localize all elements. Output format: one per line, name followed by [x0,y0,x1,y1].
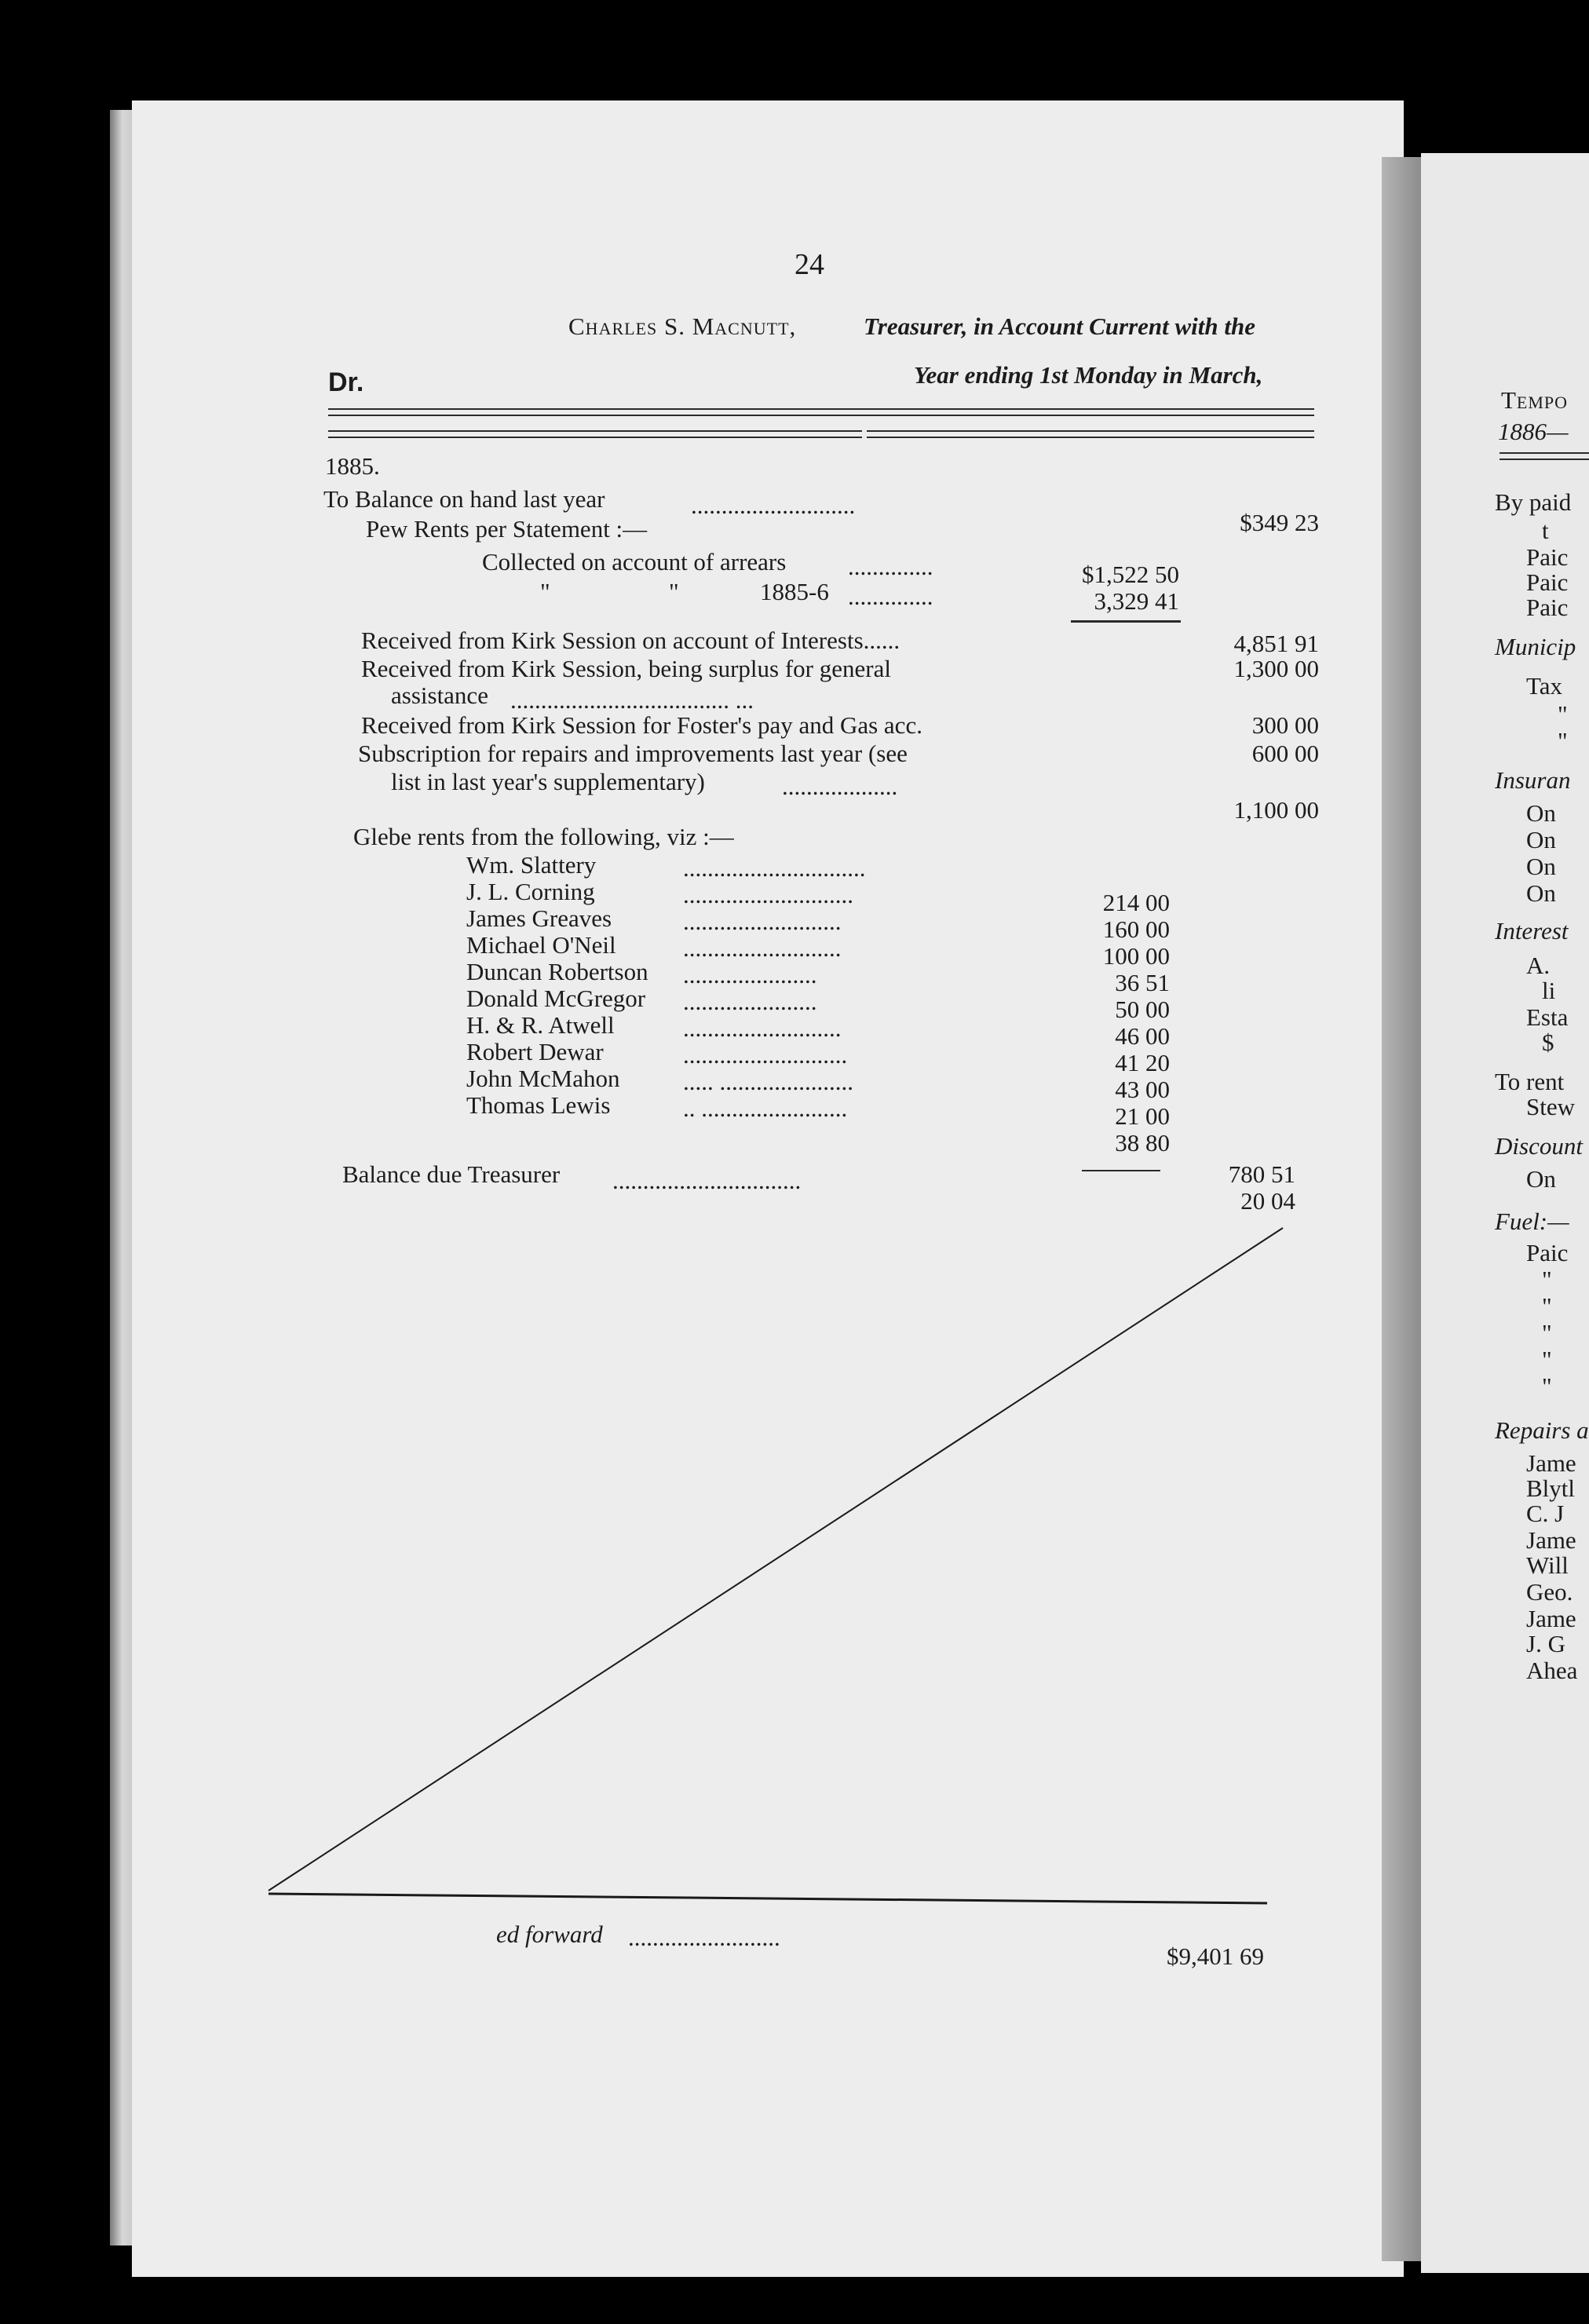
right-page-line: To rent [1495,1068,1565,1095]
right-page-line: Geo. [1526,1578,1573,1606]
collected-amount: $1,522 50 [1082,561,1179,588]
right-rule-2 [1500,459,1589,460]
year-label: 1885. [325,452,380,480]
title-line-1: Treasurer, in Account Current with the [864,312,1255,340]
kirk-surplus-amount: 1,300 00 [1233,655,1319,682]
right-page-line: Paic [1526,594,1569,621]
kirk-foster-label: Received from Kirk Session for Foster's pay and Gas acc. [361,711,922,739]
balance-amount: $349 23 [1240,509,1319,536]
right-page-line: Jame [1526,1449,1576,1477]
subscription-line-2: list in last year's supplementary) [391,768,705,795]
year-1885-6: 1885-6 [760,578,829,605]
right-page-line: On [1526,799,1556,827]
glebe-dots: ...................... [683,988,817,1015]
carried-forward-amount: $9,401 69 [1167,1942,1264,1970]
right-page-line: Jame [1526,1605,1576,1632]
pew-total: 4,851 91 [1233,630,1319,657]
glebe-amount: 38 80 [1115,1129,1170,1157]
kirk-surplus-dots: .................................... ... [510,686,754,714]
right-page-line: " [1542,1346,1552,1373]
right-page-line: Repairs a [1495,1416,1589,1444]
treasurer-name: Charles S. Macnutt, [568,312,797,340]
right-page-line: Tax [1526,672,1563,700]
right-page-line: On [1526,853,1556,880]
page-number: 24 [794,248,824,281]
right-page-line: Esta [1526,1003,1569,1031]
glebe-name: Wm. Slattery [466,851,597,879]
right-page-line: " [1542,1266,1552,1293]
subscription-line-1: Subscription for repairs and improvements last year (see [358,740,908,767]
right-page-line: " [1558,700,1568,728]
glebe-amount: 50 00 [1115,996,1170,1023]
kirk-surplus-line-2: assistance [391,681,488,709]
glebe-amount: 21 00 [1115,1102,1170,1130]
collected-label: Collected on account of arrears [482,548,787,576]
right-page-line: Paic [1526,1239,1569,1266]
glebe-dots: .......................... [683,908,842,935]
glebe-total: 780 51 [1228,1160,1295,1188]
right-page-line: C. J [1526,1500,1565,1527]
kirk-interest-label: Received from Kirk Session on account of Interests...... [361,627,900,654]
carried-forward-dots: ......................... [628,1924,780,1951]
glebe-dots: ...................... [683,961,817,988]
glebe-name: Robert Dewar [466,1038,604,1065]
right-page-line: Paic [1526,568,1569,596]
glebe-amount: 160 00 [1102,915,1170,943]
glebe-name: Thomas Lewis [466,1091,611,1119]
right-page-line: Interest [1495,917,1569,945]
subscription-amount: 600 00 [1251,740,1319,767]
glebe-dots: .............................. [683,854,866,882]
subscription-dots: ................... [782,773,898,800]
title-line-2: Year ending 1st Monday in March, [914,361,1263,389]
right-page-header-2: 1886— [1498,418,1569,445]
glebe-dots: ..... ...................... [683,1068,853,1095]
right-page-line: Blytl [1526,1474,1576,1502]
glebe-name: James Greaves [466,904,612,932]
glebe-dots: .. ........................ [683,1094,848,1122]
right-page-line: On [1526,826,1556,853]
right-page-line: " [1542,1292,1552,1320]
right-page-line: By paid [1495,488,1572,516]
collected-dots: .............. [848,553,933,580]
right-page-line: Jame [1526,1526,1576,1554]
ditto-2: " [669,578,679,605]
right-rule-1 [1500,452,1589,454]
right-page-line: Paic [1526,543,1569,571]
right-page-line: Discount [1495,1132,1583,1160]
balance-dots: ........................... [691,491,856,519]
right-page-line: t [1542,517,1549,544]
right-page-line: On [1526,1165,1556,1193]
right-page-line: Ahea [1526,1657,1578,1684]
subscription-total: 1,100 00 [1233,796,1319,824]
glebe-name: Donald McGregor [466,985,646,1012]
glebe-name: J. L. Corning [466,878,595,905]
pew-rents-label: Pew Rents per Statement :— [366,515,648,543]
glebe-name: John McMahon [466,1065,620,1092]
glebe-dots: .......................... [683,934,842,962]
year-dots: .............. [848,583,933,610]
carried-forward-label: ed forward [496,1920,603,1948]
glebe-amount: 214 00 [1102,889,1170,916]
right-page-line: li [1542,977,1556,1004]
balance-due-dots: ............................... [612,1167,802,1194]
ditto-1: " [540,578,550,605]
glebe-dots: ........................... [683,1041,848,1069]
year-1885-6-amount: 3,329 41 [1094,587,1179,615]
glebe-dots: .......................... [683,1014,842,1042]
right-page-line: Will [1526,1551,1569,1579]
right-page-line: Municip [1495,633,1576,660]
glebe-name: Duncan Robertson [466,958,648,985]
dr-label: Dr. [328,367,364,397]
glebe-amount: 46 00 [1115,1022,1170,1050]
right-page-line: Fuel:— [1495,1208,1569,1235]
glebe-amount: 100 00 [1102,942,1170,970]
glebe-name: Michael O'Neil [466,931,616,959]
glebe-amount: 41 20 [1115,1049,1170,1076]
right-page-line: $ [1542,1029,1554,1056]
right-page-line: On [1526,879,1556,907]
right-page-line: " [1542,1319,1552,1347]
balance-due-amount: 20 04 [1240,1187,1295,1215]
glebe-dots: ............................ [683,881,853,908]
kirk-foster-amount: 300 00 [1251,711,1319,739]
glebe-heading: Glebe rents from the following, viz :— [353,823,734,850]
right-page-line: Stew [1526,1093,1575,1120]
kirk-surplus-line-1: Received from Kirk Session, being surplus for general [361,655,891,682]
balance-label: To Balance on hand last year [323,485,605,513]
right-page-line: " [1558,727,1568,755]
right-page-header-1: Tempo [1501,386,1569,414]
glebe-amount: 43 00 [1115,1076,1170,1103]
glebe-name: H. & R. Atwell [466,1011,615,1039]
right-page-line: " [1542,1372,1552,1400]
right-page-line: J. G [1526,1630,1565,1657]
balance-due-label: Balance due Treasurer [342,1160,561,1188]
right-page-line: A. [1526,952,1551,979]
right-page-line: Insuran [1495,766,1571,794]
glebe-amount: 36 51 [1115,969,1170,996]
